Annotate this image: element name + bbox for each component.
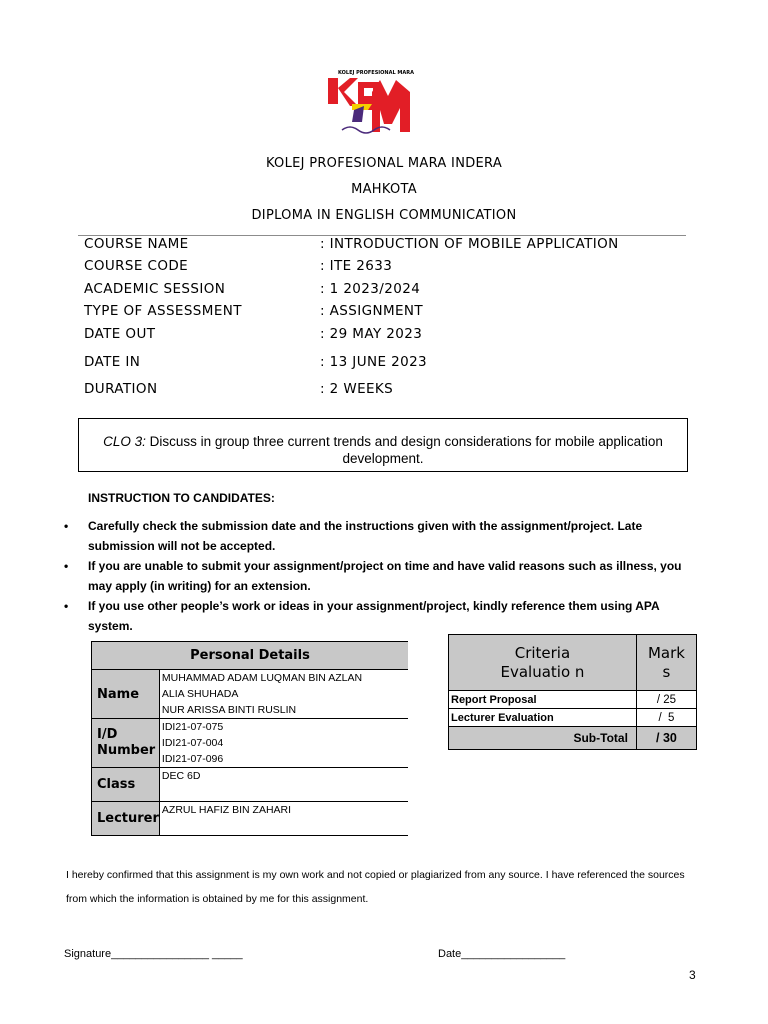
id-number-values [159,719,408,768]
member-id: IDI21-07-004 [161,737,224,749]
criteria-row-name: Report Proposal [449,691,637,709]
instruction-item [62,596,702,636]
academic-session-label: ACADEMIC SESSION [84,281,226,297]
subtotal-label: Sub-Total [449,727,637,750]
date-out-value: : 29 MAY 2023 [320,326,423,342]
assessment-type-label: TYPE OF ASSESSMENT [84,303,242,319]
course-name-value: : INTRODUCTION OF MOBILE APPLICATION [320,236,619,252]
college-name: KOLEJ PROFESIONAL MARA INDERA [265,156,503,171]
criteria-header: Criteria Evaluatio n [449,635,637,691]
instructions-list [62,516,702,636]
declaration-text: I hereby confirmed that this assignment is my own work and not copied or plagiarized from any source. I have referenced the sources from which the information is obtained by me for this assignment. [66,869,685,905]
criteria-row-marks: / 25 [636,691,696,709]
date-in-value: : 13 JUNE 2023 [320,354,428,370]
bullet-icon: • [64,519,69,533]
course-code-value: : ITE 2633 [320,258,393,274]
signature-field[interactable]: Signature________________ _____ [64,948,243,960]
id-number-label: I/D Number [92,719,160,768]
logo-title: KOLEJ PROFESIONAL MARA [338,70,414,76]
clo-box [78,418,688,472]
kpm-logo-icon [328,70,416,142]
date-in-label: DATE IN [84,354,141,370]
instructions-heading: INSTRUCTION TO CANDIDATES: [88,491,275,505]
clo-text: Discuss in group three current trends and design considerations for mobile application development. [145,434,663,466]
programme-title: DIPLOMA IN ENGLISH COMMUNICATION [251,208,517,223]
page-number: 3 [689,968,696,982]
name-label: Name [92,670,160,719]
kpm-logo [328,70,416,142]
course-name-label: COURSE NAME [84,236,189,252]
personal-details-title: Personal Details [92,642,409,670]
personal-details-table [91,641,408,836]
date-out-label: DATE OUT [84,326,156,342]
class-label: Class [92,768,160,802]
lecturer-value [159,802,408,836]
duration-value: : 2 WEEKS [320,381,394,397]
lecturer-name: AZRUL HAFIZ BIN ZAHARI [161,804,292,816]
bullet-icon: • [64,599,69,613]
member-id: IDI21-07-075 [161,721,224,733]
course-code-label: COURSE CODE [84,258,189,274]
academic-session-value: : 1 2023/2024 [320,281,421,297]
instruction-text: If you are unable to submit your assignment/project on time and have valid reasons such as illness, you may apply (in writing) for an extension. [88,559,682,593]
instruction-text: If you use other people’s work or ideas in your assignment/project, kindly reference them using APA system. [88,599,660,633]
instruction-item [62,556,702,596]
instruction-item [62,516,702,556]
name-values [159,670,408,719]
marks-header: Mark s [636,635,696,691]
college-location: MAHKOTA [351,182,417,197]
member-name: MUHAMMAD ADAM LUQMAN BIN AZLAN [161,672,363,684]
clo-tag: CLO 3: [103,434,146,449]
criteria-table [448,634,697,750]
instruction-text: Carefully check the submission date and the instructions given with the assignment/project. Late submission will not be accepted. [88,519,643,553]
date-field[interactable]: Date_________________ [438,948,566,960]
assessment-type-value: : ASSIGNMENT [320,303,424,319]
member-name: NUR ARISSA BINTI RUSLIN [161,704,297,716]
criteria-row-name: Lecturer Evaluation [449,709,637,727]
member-id: IDI21-07-096 [161,753,224,765]
member-name: ALIA SHUHADA [161,688,239,700]
duration-label: DURATION [84,381,158,397]
class-name: DEC 6D [161,770,201,782]
criteria-row-marks: / 5 [636,709,696,727]
subtotal-value: / 30 [636,727,696,750]
class-value [159,768,408,802]
lecturer-label: Lecturer [92,802,160,836]
bullet-icon: • [64,559,69,573]
